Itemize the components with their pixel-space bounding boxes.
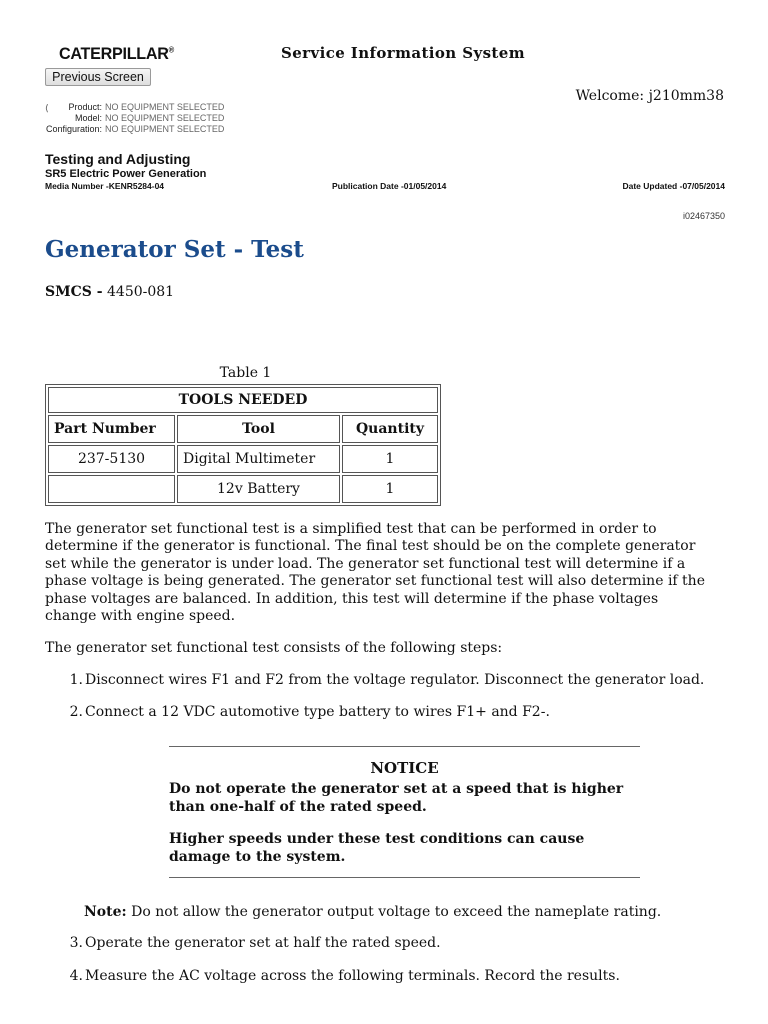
- list-item: 4. Measure the AC voltage across the following terminals. Record the results.: [69, 968, 620, 984]
- notice-title: NOTICE: [370, 759, 439, 777]
- previous-screen-button[interactable]: Previous Screen: [45, 68, 151, 86]
- caterpillar-logo: CATERPILLAR®: [59, 44, 174, 63]
- page-title: Generator Set - Test: [45, 236, 304, 263]
- table-caption: Table 1: [219, 365, 272, 381]
- table-cell: [48, 475, 175, 503]
- publication-date: Publication Date -01/05/2014: [332, 181, 447, 191]
- product-info: ⟨ Product: NO EQUIPMENT SELECTED Model: NO EQUIPMENT SELECTED Configuration: NO EQUIPMENT SELECTED: [45, 102, 225, 134]
- table-cell: Digital Multimeter: [177, 445, 340, 473]
- table-cell: 12v Battery: [177, 475, 340, 503]
- chevron-left-icon[interactable]: ⟨: [45, 103, 49, 113]
- column-header: Quantity: [342, 415, 438, 443]
- notice-text: Higher speeds under these test conditions can cause damage to the system.: [169, 831, 585, 865]
- system-title: Service Information System: [281, 44, 525, 62]
- list-item: 1. Disconnect wires F1 and F2 from the voltage regulator. Disconnect the generator load.: [69, 672, 705, 688]
- document-id: i02467350: [682, 211, 725, 221]
- column-header: Part Number: [48, 415, 175, 443]
- table-cell: 237-5130: [48, 445, 175, 473]
- section-subtitle: SR5 Electric Power Generation: [45, 168, 207, 180]
- notice-divider: [169, 746, 640, 747]
- steps-intro: The generator set functional test consists of the following steps:: [45, 640, 503, 656]
- notice-text: Do not operate the generator set at a speed that is higher than one-half of the rated speed.: [169, 781, 624, 815]
- table-row: [48, 475, 438, 503]
- table-row: [48, 445, 438, 473]
- notice-divider: [169, 877, 640, 878]
- table-cell: 1: [342, 445, 438, 473]
- welcome-text: Welcome: j210mm38: [575, 88, 724, 104]
- section-title: Testing and Adjusting: [45, 151, 191, 167]
- document-meta: [45, 181, 725, 191]
- list-item: 2. Connect a 12 VDC automotive type battery to wires F1+ and F2-.: [69, 704, 550, 720]
- table-cell: 1: [342, 475, 438, 503]
- intro-paragraph: The generator set functional test is a simplified test that can be performed in order to determine if the generator is functional. The final test should be on the complete generator set while the generator is under load. The generator set functional test will determine if a phase voltage is being generated. The generator set functional test will also determine if the phase voltages are balanced. In addition, this test will determine if the phase voltages change with engine speed.: [45, 521, 705, 625]
- list-item: 3. Operate the generator set at half the rated speed.: [69, 935, 441, 951]
- note-text: Note: Do not allow the generator output voltage to exceed the nameplate rating.: [84, 904, 662, 920]
- tools-table: [45, 384, 441, 506]
- column-header: Tool: [177, 415, 340, 443]
- media-number: Media Number -KENR5284-04: [45, 181, 165, 191]
- date-updated: Date Updated -07/05/2014: [622, 181, 725, 191]
- table-header: TOOLS NEEDED: [48, 387, 438, 413]
- smcs-code: SMCS - 4450-081: [45, 284, 175, 300]
